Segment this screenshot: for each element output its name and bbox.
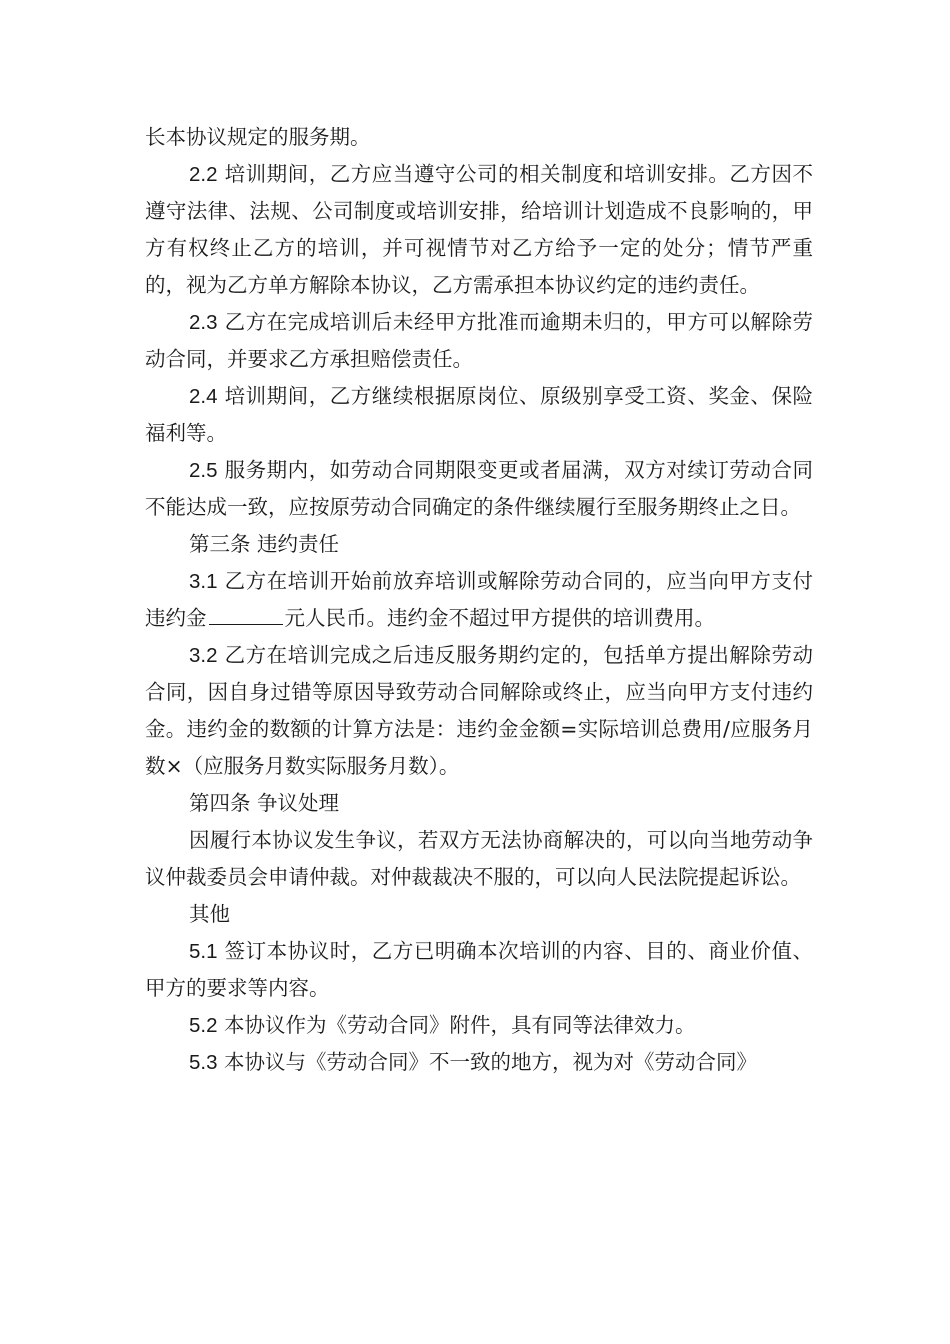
clause-text: 培训期间，乙方应当遵守公司的相关制度和培训安排。乙方因不遵守法律、法规、公司制度或培训安排，给培训计划造成不良影响的，甲方有权终止乙方的培训，并可视情节对乙方给予一定的处分；情节严重的，视为乙方单方解除本协议，乙方需承担本协议约定的违约责任。 xyxy=(145,162,813,297)
clause-text: 签订本协议时，乙方已明确本次培训的内容、目的、商业价值、甲方的要求等内容。 xyxy=(145,939,813,1000)
clause-2-4 xyxy=(145,378,813,452)
clause-2-3 xyxy=(145,304,813,378)
clause-number: 3.1 xyxy=(189,570,218,593)
clause-number: 2.3 xyxy=(189,311,218,334)
clause-3-2 xyxy=(145,637,813,785)
clause-text: 本协议与《劳动合同》不一致的地方，视为对《劳动合同》 xyxy=(224,1050,758,1074)
clause-2-5 xyxy=(145,452,813,526)
clause-text: 乙方在培训完成之后违反服务期约定的，包括单方提出解除劳动合同，因自身过错等原因导致劳动合同解除或终止，应当向甲方支付违约金。违约金的数额的计算方法是：违约金金额=实际培训总费用/应服务月数×（应服务月数实际服务月数）。 xyxy=(145,643,813,778)
fill-in-blank[interactable] xyxy=(209,606,283,625)
clause-number: 5.1 xyxy=(189,940,218,963)
clause-number: 5.3 xyxy=(189,1051,218,1074)
clause-2-2 xyxy=(145,156,813,304)
clause-5-3 xyxy=(145,1044,813,1081)
clause-number: 2.2 xyxy=(189,163,218,186)
clause-text: 乙方在培训开始前放弃培训或解除劳动合同的，应当向甲方支付违约金 xyxy=(145,569,813,630)
paragraph-continuation: 长本协议规定的服务期。 xyxy=(145,125,371,149)
clause-number: 3.2 xyxy=(189,644,218,667)
clause-text: 乙方在完成培训后未经甲方批准而逾期未归的，甲方可以解除劳动合同，并要求乙方承担赔偿责任。 xyxy=(145,310,813,371)
clause-text: 本协议作为《劳动合同》附件，具有同等法律效力。 xyxy=(224,1013,696,1037)
document-body xyxy=(145,119,813,1081)
section-heading-4: 第四条 争议处理 xyxy=(189,791,340,815)
clause-text: 培训期间，乙方继续根据原岗位、原级别享受工资、奖金、保险福利等。 xyxy=(145,384,813,445)
clause-3-1 xyxy=(145,563,813,637)
clause-number: 2.5 xyxy=(189,459,218,482)
clause-5-2 xyxy=(145,1007,813,1044)
clause-number: 2.4 xyxy=(189,385,218,408)
clause-text: 服务期内，如劳动合同期限变更或者届满，双方对续订劳动合同不能达成一致，应按原劳动合同确定的条件继续履行至服务期终止之日。 xyxy=(145,458,813,519)
clause-5-1 xyxy=(145,933,813,1007)
section-heading-3: 第三条 违约责任 xyxy=(189,532,340,556)
dispute-paragraph: 因履行本协议发生争议，若双方无法协商解决的，可以向当地劳动争议仲裁委员会申请仲裁。对仲裁裁决不服的，可以向人民法院提起诉讼。 xyxy=(145,828,813,889)
clause-number: 5.2 xyxy=(189,1014,218,1037)
clause-text: 元人民币。违约金不超过甲方提供的培训费用。 xyxy=(284,606,715,630)
section-heading-5: 其他 xyxy=(189,902,230,926)
